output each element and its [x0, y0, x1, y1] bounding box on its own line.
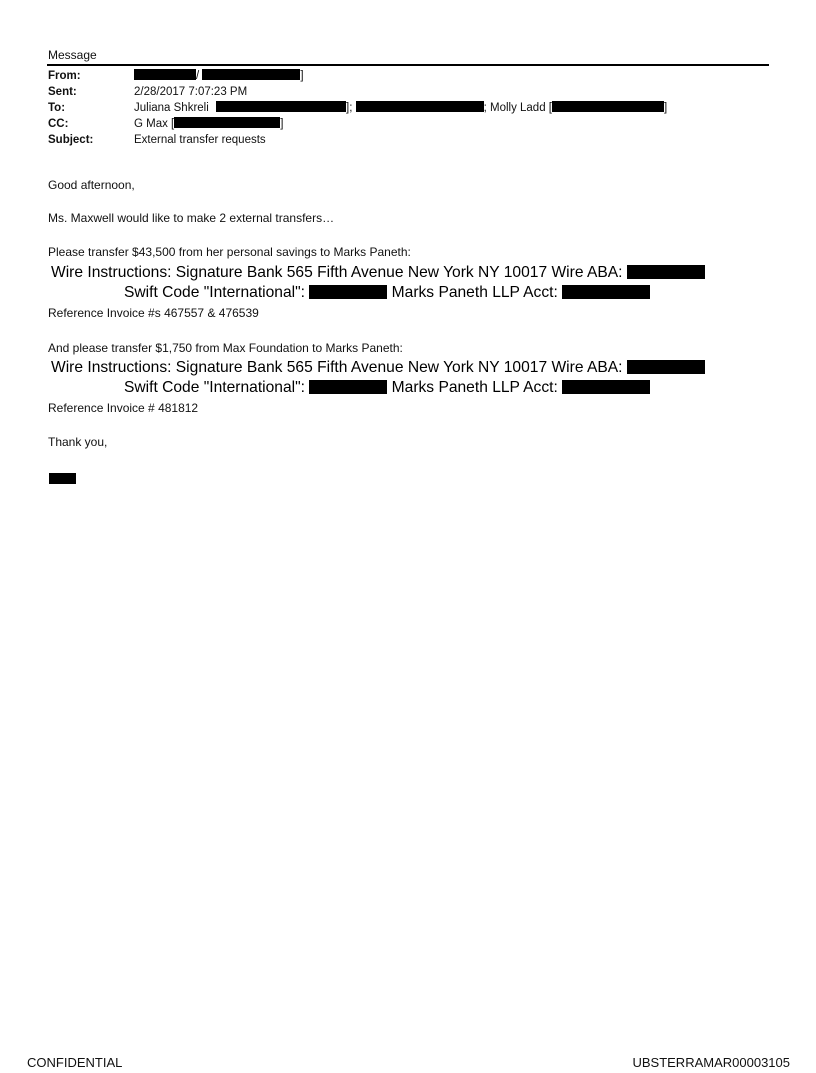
from-row — [48, 68, 768, 84]
to-name-2: ; Molly Ladd [ — [483, 102, 552, 114]
transfer-2-line: And please transfer $1,750 from Max Foundation to Marks Paneth: — [48, 341, 403, 355]
subject-label: Subject: — [48, 134, 94, 146]
acct-label: Marks Paneth LLP Acct: — [391, 379, 558, 396]
wire-line-text: Wire Instructions: Signature Bank 565 Fifth Avenue New York NY 10017 Wire ABA: — [51, 264, 623, 281]
cc-value — [134, 116, 283, 132]
reference-2: Reference Invoice # 481812 — [48, 401, 199, 415]
swift-label: Swift Code "International": — [124, 284, 305, 301]
signature-redaction — [49, 473, 76, 484]
greeting: Good afternoon, — [48, 178, 135, 192]
cc-name: G Max [ — [134, 118, 175, 130]
to-end: ] — [664, 102, 668, 114]
redaction — [356, 101, 484, 112]
reference-1: Reference Invoice #s 467557 & 476539 — [48, 306, 259, 320]
to-row — [48, 100, 768, 116]
from-label: From: — [48, 70, 81, 82]
wire-instructions-2 — [51, 359, 705, 377]
redaction — [627, 360, 705, 374]
from-value: / ] — [134, 68, 304, 84]
redaction — [627, 265, 705, 279]
to-separator: ]; — [346, 102, 353, 114]
message-label: Message — [48, 48, 97, 62]
closing: Thank you, — [48, 435, 108, 449]
wire-instructions-1 — [51, 264, 705, 282]
sent-value: 2/28/2017 7:07:23 PM — [134, 86, 248, 98]
subject-value: External transfer requests — [134, 134, 266, 146]
wire-line-text: Wire Instructions: Signature Bank 565 Fifth Avenue New York NY 10017 Wire ABA: — [51, 359, 623, 376]
redaction — [562, 380, 650, 394]
cc-row — [48, 116, 768, 132]
acct-label: Marks Paneth LLP Acct: — [391, 284, 558, 301]
redaction — [552, 101, 664, 112]
redaction — [174, 117, 280, 128]
wire-swift-2 — [124, 379, 650, 397]
sent-label: Sent: — [48, 86, 77, 98]
subject-row — [48, 132, 768, 148]
redaction — [309, 380, 387, 394]
redaction — [216, 101, 346, 112]
redaction — [134, 69, 196, 80]
wire-swift-1 — [124, 284, 650, 302]
footer-bates-number: UBSTERRAMAR00003105 — [632, 1055, 790, 1070]
to-label: To: — [48, 102, 66, 114]
cc-end: ] — [280, 118, 284, 130]
redaction — [562, 285, 650, 299]
footer-confidential: CONFIDENTIAL — [27, 1055, 123, 1070]
transfer-1-line: Please transfer $43,500 from her personal savings to Marks Paneth: — [48, 245, 411, 259]
header-divider — [47, 64, 769, 66]
sent-row — [48, 84, 768, 100]
redaction — [309, 285, 387, 299]
redaction — [202, 69, 300, 80]
to-value — [134, 100, 667, 116]
to-name-1: Juliana Shkreli — [134, 102, 209, 114]
intro-line: Ms. Maxwell would like to make 2 external transfers… — [48, 211, 335, 225]
swift-label: Swift Code "International": — [124, 379, 305, 396]
cc-label: CC: — [48, 118, 69, 130]
